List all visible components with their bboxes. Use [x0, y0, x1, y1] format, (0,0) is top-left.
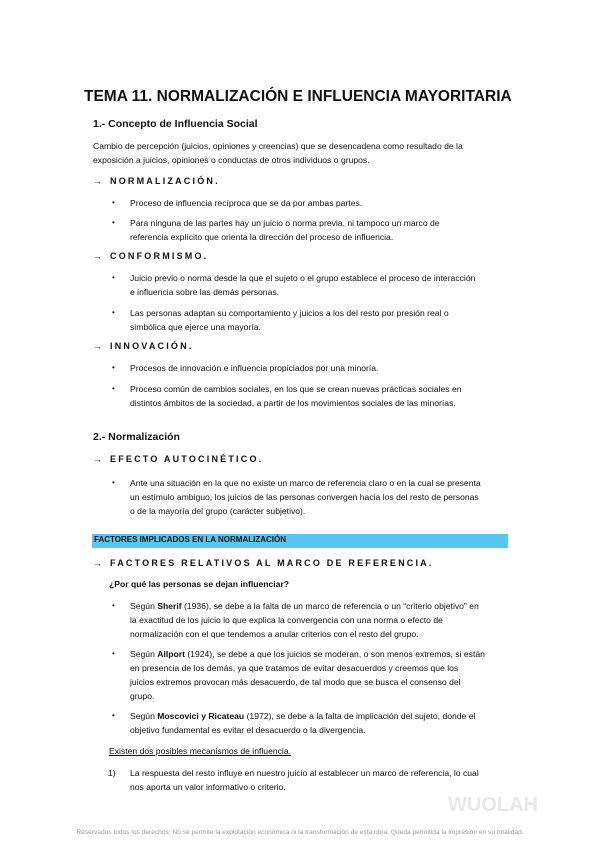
highlight-banner [92, 534, 508, 548]
text-line: exposición a juicios, opiniones o conductas de otros individuos o grupos. [93, 155, 370, 165]
list-item [112, 382, 462, 410]
text-line: normalización con el que tendemos a anular criterios con el resto del grupo. [130, 629, 419, 639]
bullet-icon: • [112, 198, 115, 207]
list-item [112, 216, 440, 244]
bullet-icon: • [112, 478, 115, 487]
subheading-factores [93, 558, 434, 568]
text-line: Juicio previo o norma desde la que el sujeto o el grupo establece el proceso de interacción [130, 273, 476, 283]
mechanisms-intro: Existen dos posibles mecanismos de influencia. [109, 746, 291, 756]
text-line: Procesos de innovación e influencia propiciados por una minoría. [130, 363, 379, 373]
bullet-icon: • [112, 273, 115, 282]
subheading-label: NORMALIZACIÓN. [110, 176, 220, 186]
subheading-label: EFECTO AUTOCINÉTICO. [110, 454, 264, 464]
text-line: Según Moscovici y Ricateau (1972), se debe a la falta de implicación del sujeto, donde el [130, 711, 476, 721]
text-line: La respuesta del resto influye en nuestro juicio al establecer un marco de referencia, lo cual [130, 768, 479, 778]
section-heading-normalizacion: 2.- Normalización [93, 431, 180, 443]
watermark-logo: WUOLAH [448, 794, 538, 816]
text-line: nos aporta un valor informativo o criterio. [130, 782, 286, 792]
list-item [112, 361, 379, 375]
text-line: objetivo fundamental es evitar el desacuerdo o la divergencia. [130, 725, 366, 735]
bullet-icon: • [112, 384, 115, 393]
bullet-icon: • [112, 218, 115, 227]
subheading-label: CONFORMISMO. [110, 251, 209, 261]
numbered-item [108, 766, 479, 794]
list-item [112, 306, 449, 334]
bullet-icon: • [112, 649, 115, 658]
text-line: grupo. [130, 691, 155, 701]
author-name: Allport [157, 649, 185, 659]
text-line: Cambio de percepción (juicios, opiniones y creencias) que se desencadena como resultado de la [93, 141, 463, 151]
text-line: distintos ámbitos de la sociedad, a partir de los movimientos sociales de las minorías. [130, 398, 456, 408]
bullet-icon: • [112, 711, 115, 720]
item-number: 1) [108, 768, 116, 778]
paragraph-definition [93, 139, 463, 167]
subheading-efecto-autocinetico [93, 454, 263, 464]
text-line: Las personas adaptan su comportamiento y juicios a los del resto por presión real o [130, 308, 449, 318]
text-line: Proceso común de cambios sociales, en los que se crean nuevas prácticas sociales en [130, 384, 462, 394]
bullet-icon: • [112, 308, 115, 317]
list-item [112, 599, 479, 641]
text-line: Ante una situación en la que no existe un marco de referencia claro o en la cual se presenta [130, 478, 481, 488]
banner-label: FACTORES IMPLICADOS EN LA NORMALIZACIÓN [94, 535, 286, 544]
text-line: referencia explícito que orienta la dirección del proceso de influencia. [130, 232, 394, 242]
arrow-icon: → [93, 454, 102, 464]
text-line: la exactitud de los juicio lo que explica la convergencia con una norma o efecto de [130, 615, 443, 625]
subheading-label: FACTORES RELATIVOS AL MARCO DE REFERENCIA. [110, 558, 434, 568]
arrow-icon: → [93, 251, 102, 261]
subheading-innovacion [93, 341, 194, 351]
subheading-label: INNOVACIÓN. [110, 341, 194, 351]
author-name: Moscovici y Ricateau [157, 711, 245, 721]
text-line: Según Sherif (1936), se debe a la falta de un marco de referencia o un “criterio objetivo” en [130, 601, 479, 611]
text-line: Según Allport (1924), se debe a que los juicios se moderan, o son menos extremos, si están [130, 649, 485, 659]
text-line: Para ninguna de las partes hay un juicio o norma previa, ni tampoco un marco de [130, 218, 440, 228]
bullet-icon: • [112, 601, 115, 610]
text-line: simbólica que ejerce una mayoría. [130, 322, 261, 332]
text-line: un estímulo ambiguo, los juicios de las personas convergen hacia los del resto de personas [130, 492, 479, 502]
arrow-icon: → [93, 558, 102, 568]
author-name: Sherif [157, 601, 182, 611]
list-item [112, 476, 481, 518]
subheading-conformismo [93, 251, 208, 261]
subheading-normalizacion [93, 176, 220, 186]
text-line: en presencia de los demás, ya que tratamos de evitar desacuerdos y creemos que los [130, 663, 459, 673]
bullet-icon: • [112, 363, 115, 372]
text-line: Proceso de influencia recíproca que se da por ambas partes. [130, 198, 363, 208]
footer-notice: Reservados todos los derechos. No se permite la explotación económica ni la transformación de esta obra. Queda permitida la impresión en su totalidad. [76, 829, 524, 836]
text-line: e influencia sobre las demás personas. [130, 287, 280, 297]
arrow-icon: → [93, 341, 102, 351]
text-line: o de la mayoría del grupo (carácter subjetivo). [130, 506, 306, 516]
document-title: TEMA 11. NORMALIZACIÓN E INFLUENCIA MAYORITARIA [84, 88, 512, 105]
text-line: juicios extremos provocan más desacuerdo, de tal modo que se busca el consenso del [130, 677, 461, 687]
question-text: ¿Por qué las personas se dejan influenciar? [109, 579, 290, 589]
arrow-icon: → [93, 176, 102, 186]
section-heading-influencia-social: 1.- Concepto de Influencia Social [93, 118, 258, 130]
list-item [112, 196, 363, 210]
list-item [112, 271, 476, 299]
list-item [112, 647, 485, 703]
list-item [112, 709, 476, 737]
